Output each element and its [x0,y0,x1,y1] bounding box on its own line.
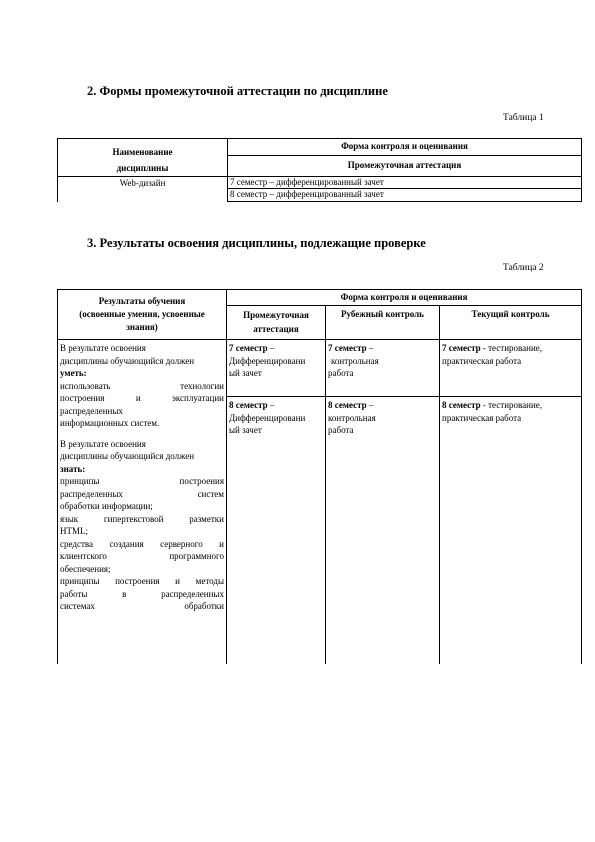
table-2-header-form: Форма контроля и оценивания [227,290,582,306]
table-2-col-interim [227,306,326,340]
table-1-row-sem8: 8 семестр – дифференцированный зачет [228,189,582,202]
section-2-heading: 2. Формы промежуточной аттестации по дисциплине [87,84,388,98]
col-interim-line-2: аттестация [253,324,299,334]
results-line: распределенных [60,405,123,416]
results-line: HTML; [60,526,88,536]
sem7-interim-text: ый зачет [229,368,262,378]
header-results-line-2: (освоенные умения, усвоенные [79,309,205,319]
results-word: гипертекстовой [103,513,164,524]
results-line [60,588,224,601]
sem7-current-label: 7 семестр [442,343,481,353]
results-skill-label: уметь: [60,368,87,378]
header-results-line-3: знания) [126,322,158,332]
sem7-current-text: - тестирование, [480,343,543,353]
table-2-label: Таблица 2 [503,263,544,273]
sem7-current-cell [440,340,582,397]
results-line [60,392,224,405]
results-word: использовать [60,380,111,391]
sem8-boundary-cell [326,397,440,664]
results-word: технологии [180,380,224,391]
results-word: системах [60,601,95,611]
sem7-current-text: практическая работа [442,355,522,366]
results-line [60,600,224,613]
results-line: обеспечения; [60,563,111,574]
sem7-boundary-text: контрольная [331,355,379,366]
sem8-current-cell [440,397,582,664]
table-2-col-current: Текущий контроль [440,306,582,340]
section-3-heading: 3. Результаты освоения дисциплины, подлежащие проверке [87,236,426,250]
sem7-boundary-label: 7 семестр [328,343,367,353]
sem8-current-text: - тестирование, [480,400,543,411]
results-knowledge-label: знать: [60,463,86,474]
sem7-boundary-text: работа [328,368,354,378]
table-1-header-interim: Промежуточная аттестация [228,156,582,177]
results-word: программного [169,551,224,561]
results-line [60,380,224,393]
results-word: обработки [184,601,224,611]
results-word: методы [195,576,224,586]
sem8-current-text: практическая работа [442,412,522,423]
results-word: построения [60,393,105,403]
table-1-header-form: Форма контроля и оценивания [228,139,582,156]
sem8-interim-cell [227,397,326,664]
results-line [60,488,224,501]
results-word: принципы [60,576,100,586]
dash: – [267,343,275,353]
results-line [60,550,224,563]
results-word: и [175,576,180,586]
header-results-line-1: Результаты обучения [98,296,186,306]
table-2 [57,289,582,664]
dash: – [267,400,275,411]
table-1 [57,138,582,202]
results-word: распределенных [60,488,123,499]
table-2-col-boundary: Рубежный контроль [326,306,440,340]
results-word: и [135,393,141,403]
results-word: принципы [60,476,100,486]
results-word: средства [60,538,94,549]
results-line [60,538,224,551]
header-name-line-2: дисциплины [116,162,169,173]
results-word: построения [115,576,160,586]
sem8-boundary-text: контрольная [328,412,376,423]
sem8-current-label: 8 семестр [442,400,481,411]
table-2-results-cell [58,340,227,665]
results-line [60,575,224,588]
results-word: язык [60,513,79,524]
results-line: В результате освоения [60,343,146,353]
table-2-header-results [58,290,227,340]
results-line: обработки информации; [60,501,153,511]
col-interim-line-1: Промежуточная [243,310,309,320]
results-line [60,475,224,488]
results-word: серверного [160,538,203,549]
dash: – [366,343,374,353]
dash: – [366,400,374,411]
results-line: дисциплины обучающийся должен [60,451,195,461]
results-line [60,513,224,526]
sem7-interim-text: Дифференцировани [229,355,306,366]
sem8-boundary-label: 8 семестр [328,400,367,411]
table-1-label: Таблица 1 [503,113,544,123]
results-word: и [219,538,224,549]
sem8-interim-text: ый зачет [229,425,262,436]
results-word: эксплуатации [172,393,224,403]
results-line: В результате освоения [60,438,146,449]
results-word: систем [197,488,224,499]
results-word: построения [179,476,224,486]
results-line: информационных систем. [60,418,160,428]
results-line: дисциплины обучающийся должен [60,355,195,366]
results-word: создания [109,538,144,549]
paragraph-gap [60,430,224,438]
results-word: клиентского [60,551,107,561]
results-word: в [122,588,127,599]
sem7-interim-label: 7 семестр [229,343,268,353]
sem8-interim-label: 8 семестр [229,400,268,411]
results-word: распределенных [161,588,224,599]
sem7-interim-cell [227,340,326,397]
results-word: работы [60,588,88,599]
sem7-boundary-cell [326,340,440,397]
results-word: разметки [189,513,224,524]
table-1-header-name [58,139,228,177]
header-name-line-1: Наименование [112,146,173,157]
sem8-interim-text: Дифференцировани [229,412,306,423]
sem8-boundary-text: работа [328,425,354,436]
table-1-discipline: Web-дизайн [58,177,228,202]
table-1-row-sem7: 7 семестр – дифференцированный зачет [228,177,582,189]
